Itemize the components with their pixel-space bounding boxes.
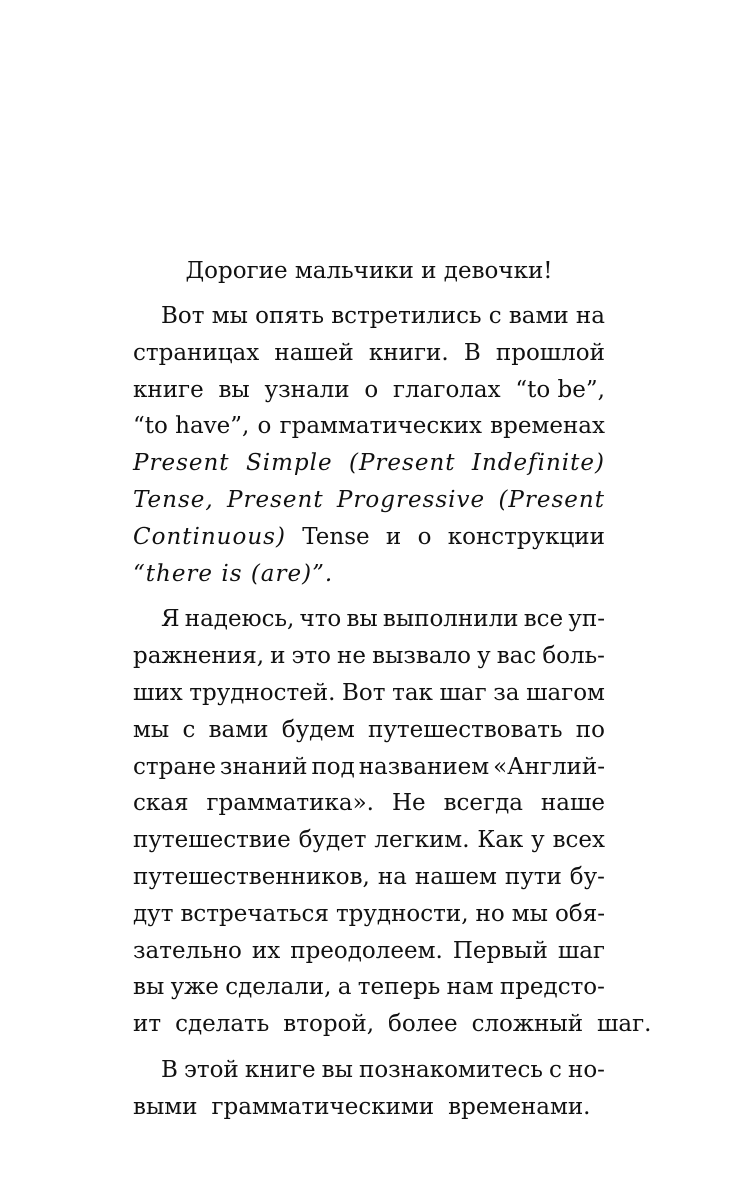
word: легким. xyxy=(374,827,470,854)
word: второй, xyxy=(283,1011,375,1038)
word: грамматическими xyxy=(211,1093,435,1120)
word: «Англий- xyxy=(493,753,605,780)
text-line xyxy=(133,408,605,445)
word: у xyxy=(477,643,491,670)
word: названием xyxy=(358,753,490,780)
text-line xyxy=(133,749,605,786)
text-line xyxy=(133,638,605,675)
word: что xyxy=(299,606,342,633)
word: о xyxy=(417,523,432,550)
word: обя- xyxy=(555,900,605,927)
word: шаг xyxy=(439,679,487,706)
word: будет xyxy=(298,827,367,854)
word: шаг xyxy=(557,937,605,964)
book-page xyxy=(133,253,652,1126)
word: бу- xyxy=(569,863,605,890)
word: “to be”, xyxy=(515,376,605,403)
word: Continuous) xyxy=(133,523,286,550)
word: Present xyxy=(133,450,230,477)
word: за xyxy=(493,679,520,706)
word: путешественников, xyxy=(133,863,370,890)
text-line xyxy=(133,896,605,933)
word: грамматических xyxy=(279,413,482,440)
paragraph-gap xyxy=(133,592,605,601)
word: мы xyxy=(211,303,248,329)
word: “to have”, xyxy=(133,413,250,440)
word: теперь xyxy=(357,974,441,1001)
word: преодолеем. xyxy=(290,937,443,964)
word: более xyxy=(388,1011,458,1038)
word: вызвало xyxy=(372,643,471,670)
word: нашем xyxy=(414,863,497,890)
text-line xyxy=(133,1089,605,1126)
word: Я xyxy=(161,606,180,633)
word: встречаться xyxy=(180,900,329,927)
text-line xyxy=(133,712,605,749)
word: прошлой xyxy=(495,339,605,366)
word: уже xyxy=(170,974,219,1001)
word: В xyxy=(161,1056,178,1083)
word: знаний xyxy=(219,753,308,780)
word: вами xyxy=(508,303,569,329)
word: ших xyxy=(133,679,183,706)
word: глаголах xyxy=(393,376,501,403)
word: о xyxy=(364,376,379,403)
word: грамматика». xyxy=(206,790,374,817)
word: Вот xyxy=(161,303,205,329)
word: встретились xyxy=(331,303,482,329)
word: на xyxy=(377,863,407,890)
word: Present xyxy=(227,486,324,513)
word: на xyxy=(575,303,605,329)
word: путешествие xyxy=(133,827,291,854)
word: опять xyxy=(255,303,325,329)
word: вас xyxy=(496,643,537,670)
word: Вот xyxy=(342,679,386,706)
word: нам xyxy=(446,974,494,1001)
word: это xyxy=(291,643,331,670)
word: но xyxy=(475,900,505,927)
word: книги. xyxy=(368,339,449,366)
word: Tense, xyxy=(133,486,214,513)
word: с xyxy=(549,1056,562,1083)
word: (Present xyxy=(348,450,456,477)
text-line xyxy=(133,556,605,593)
text-line xyxy=(133,859,605,896)
word: Первый xyxy=(452,937,548,964)
text-line xyxy=(133,298,605,335)
word: с xyxy=(182,716,196,743)
word: Indefinite) xyxy=(471,450,605,477)
word: Tense xyxy=(302,523,370,550)
paragraph xyxy=(133,298,605,592)
text-line xyxy=(133,969,605,1006)
word: боль- xyxy=(542,643,605,670)
word: мы xyxy=(133,716,170,743)
word: все xyxy=(523,606,564,633)
word: Progressive xyxy=(336,486,486,513)
word: временами. xyxy=(448,1093,591,1120)
word: В xyxy=(463,339,481,366)
word: шагом xyxy=(526,679,605,706)
word: (Present xyxy=(498,486,605,513)
text-line xyxy=(133,1006,652,1043)
word: предсто- xyxy=(499,974,605,1001)
word: всегда xyxy=(443,790,523,817)
word: а xyxy=(337,974,352,1001)
text-line xyxy=(133,601,605,638)
word: с xyxy=(488,303,502,329)
word: выми xyxy=(133,1093,198,1120)
word: зательно xyxy=(133,937,242,964)
text-line xyxy=(133,675,605,712)
word: вами xyxy=(208,716,269,743)
word: не xyxy=(337,643,366,670)
word: конструкции xyxy=(447,523,605,550)
word: вы xyxy=(133,974,165,1001)
word: нашей xyxy=(274,339,354,366)
word: трудности, xyxy=(335,900,469,927)
paragraph xyxy=(133,1052,605,1126)
paragraph xyxy=(133,601,652,1043)
word: сделали, xyxy=(225,974,332,1001)
word: сложный xyxy=(471,1011,584,1038)
word: у xyxy=(531,827,545,854)
word: книге xyxy=(244,1056,316,1083)
word: ская xyxy=(133,790,189,817)
word: стране xyxy=(133,753,216,780)
word: шаг. xyxy=(597,1011,652,1038)
word: этой xyxy=(183,1056,239,1083)
text-line xyxy=(133,785,605,822)
word: о xyxy=(257,413,272,440)
text-line xyxy=(133,445,605,482)
text-line xyxy=(133,482,605,519)
word: сделать xyxy=(175,1011,270,1038)
paragraph-gap xyxy=(133,1043,605,1052)
word: узнали xyxy=(264,376,350,403)
word: всех xyxy=(552,827,605,854)
text-line xyxy=(133,933,605,970)
word: под xyxy=(311,753,355,780)
word: Simple xyxy=(245,450,333,477)
word: временах xyxy=(490,413,605,440)
word: надеюсь, xyxy=(184,606,295,633)
word: уп- xyxy=(568,606,605,633)
text-line xyxy=(133,372,605,409)
text-body xyxy=(133,298,652,1126)
word: ражнения, xyxy=(133,643,265,670)
word: вы xyxy=(321,1056,353,1083)
word: Не xyxy=(391,790,426,817)
word: наше xyxy=(540,790,605,817)
word: так xyxy=(392,679,433,706)
word: пути xyxy=(504,863,562,890)
word: их xyxy=(251,937,281,964)
word: но- xyxy=(567,1056,605,1083)
word: по xyxy=(575,716,605,743)
word: вы xyxy=(346,606,378,633)
text-line xyxy=(133,335,605,372)
text-line xyxy=(133,519,605,556)
word: трудностей. xyxy=(189,679,336,706)
word: будем xyxy=(281,716,355,743)
word: ит xyxy=(133,1011,162,1038)
text-line xyxy=(133,822,605,859)
word: путешествовать xyxy=(368,716,563,743)
text-line xyxy=(133,1052,605,1089)
word: Как xyxy=(477,827,524,854)
word: выполнили xyxy=(382,606,519,633)
word: книге xyxy=(133,376,204,403)
word: вы xyxy=(218,376,250,403)
word: “there is (are)”. xyxy=(133,560,334,587)
word: познакомитесь xyxy=(358,1056,543,1083)
word: и xyxy=(385,523,402,550)
word: мы xyxy=(511,900,548,927)
word: и xyxy=(270,643,286,670)
word: дут xyxy=(133,900,174,927)
page-heading: Дорогие мальчики и девочки! xyxy=(185,258,553,284)
word: страницах xyxy=(133,339,260,366)
